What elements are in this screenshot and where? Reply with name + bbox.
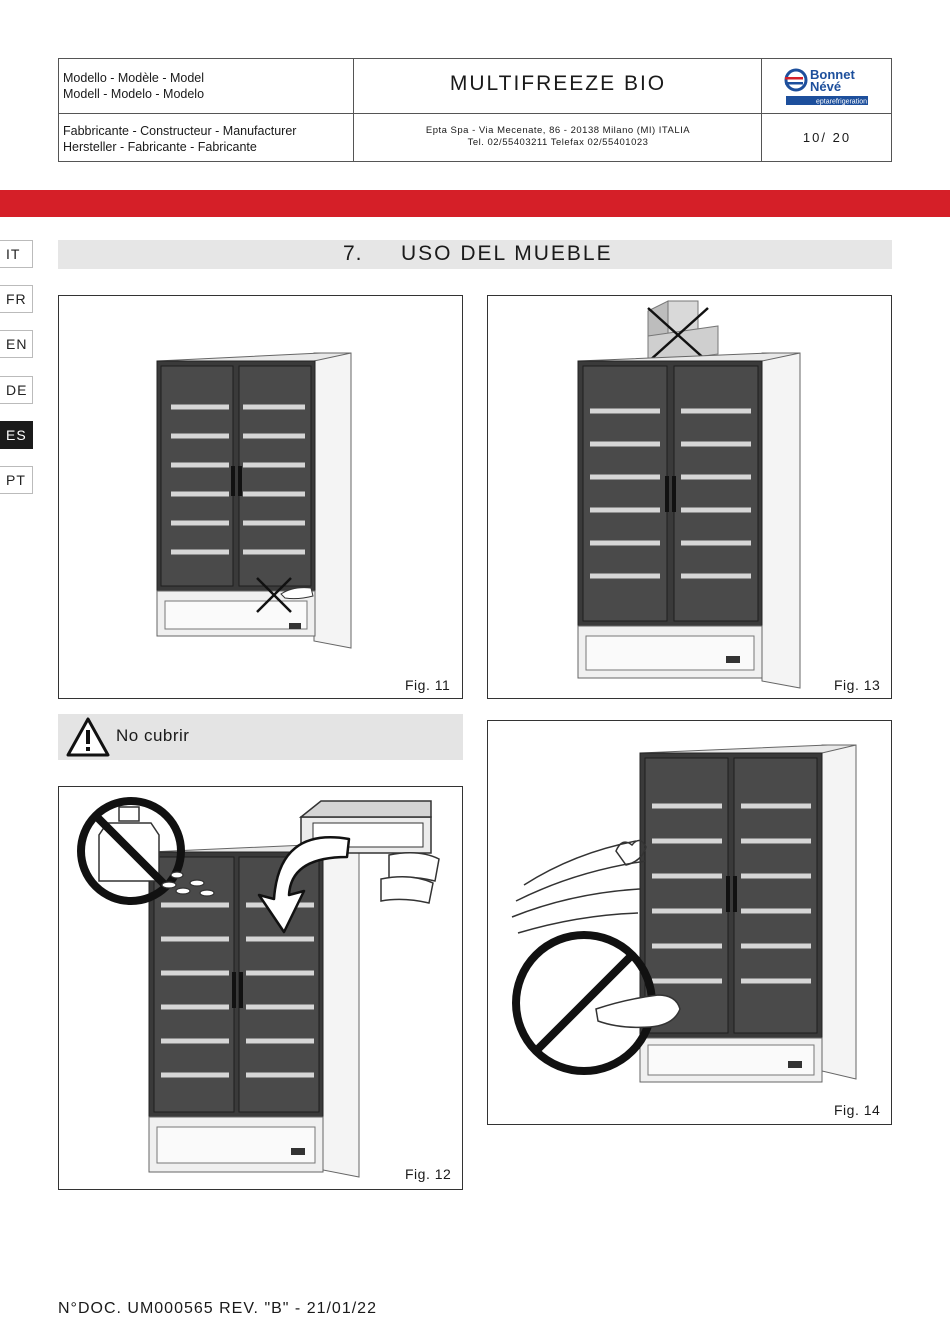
figure-caption: Fig. 11: [405, 677, 451, 693]
divider: [353, 59, 354, 161]
warning-icon: [66, 717, 110, 757]
model-label-line: Modello - Modèle - Model: [63, 71, 205, 85]
language-tab-fr[interactable]: FR: [0, 285, 33, 313]
svg-text:Bonnet: Bonnet: [810, 67, 855, 82]
model-label: [63, 70, 204, 102]
divider: [761, 59, 762, 161]
svg-text:eptarefrigeration: eptarefrigeration: [816, 98, 867, 106]
figure-14: [487, 720, 892, 1125]
figure-caption: Fig. 14: [834, 1102, 881, 1118]
manufacturer-label: [63, 123, 296, 155]
language-tab-it[interactable]: IT: [0, 240, 33, 268]
section-title: USO DEL MUEBLE: [401, 242, 613, 265]
figure-caption: Fig. 12: [405, 1166, 452, 1182]
address-line: Epta Spa - Via Mecenate, 86 - 20138 Milano (MI) ITALIA: [425, 125, 691, 136]
section-header: [58, 240, 892, 269]
warning-banner: [58, 714, 463, 760]
accent-bar: [0, 190, 950, 217]
document-number: N°DOC. UM000565 REV. "B" - 21/01/22: [58, 1300, 377, 1317]
product-title: MULTIFREEZE BIO: [449, 72, 667, 95]
language-tab-es[interactable]: ES: [0, 421, 33, 449]
language-tab-de[interactable]: DE: [0, 376, 33, 404]
page-number: 10/ 20: [802, 130, 852, 145]
figure-13: [487, 295, 892, 699]
svg-text:Névé: Névé: [810, 79, 842, 94]
section-number: 7.: [343, 242, 363, 265]
figure-11: [58, 295, 463, 699]
freezer-illustration: [59, 787, 462, 1189]
manufacturer-label-line: Fabbricante - Constructeur - Manufacturer: [63, 124, 297, 138]
freezer-illustration: [59, 296, 462, 698]
warning-text: No cubrir: [116, 726, 190, 745]
figure-12: [58, 786, 463, 1190]
language-tab-en[interactable]: EN: [0, 330, 33, 358]
manufacturer-label-line: Hersteller - Fabricante - Fabricante: [63, 140, 257, 154]
manufacturer-address: [355, 125, 761, 149]
figure-caption: Fig. 13: [834, 677, 881, 693]
language-tab-pt[interactable]: PT: [0, 466, 33, 494]
header-table: [58, 58, 892, 162]
model-label-line: Modell - Modelo - Modelo: [63, 87, 205, 101]
address-line: Tel. 02/55403211 Telefax 02/55401023: [467, 137, 649, 148]
brand-logo: [783, 65, 869, 107]
divider: [59, 113, 891, 114]
freezer-illustration: [488, 721, 891, 1124]
freezer-illustration: [488, 296, 891, 698]
